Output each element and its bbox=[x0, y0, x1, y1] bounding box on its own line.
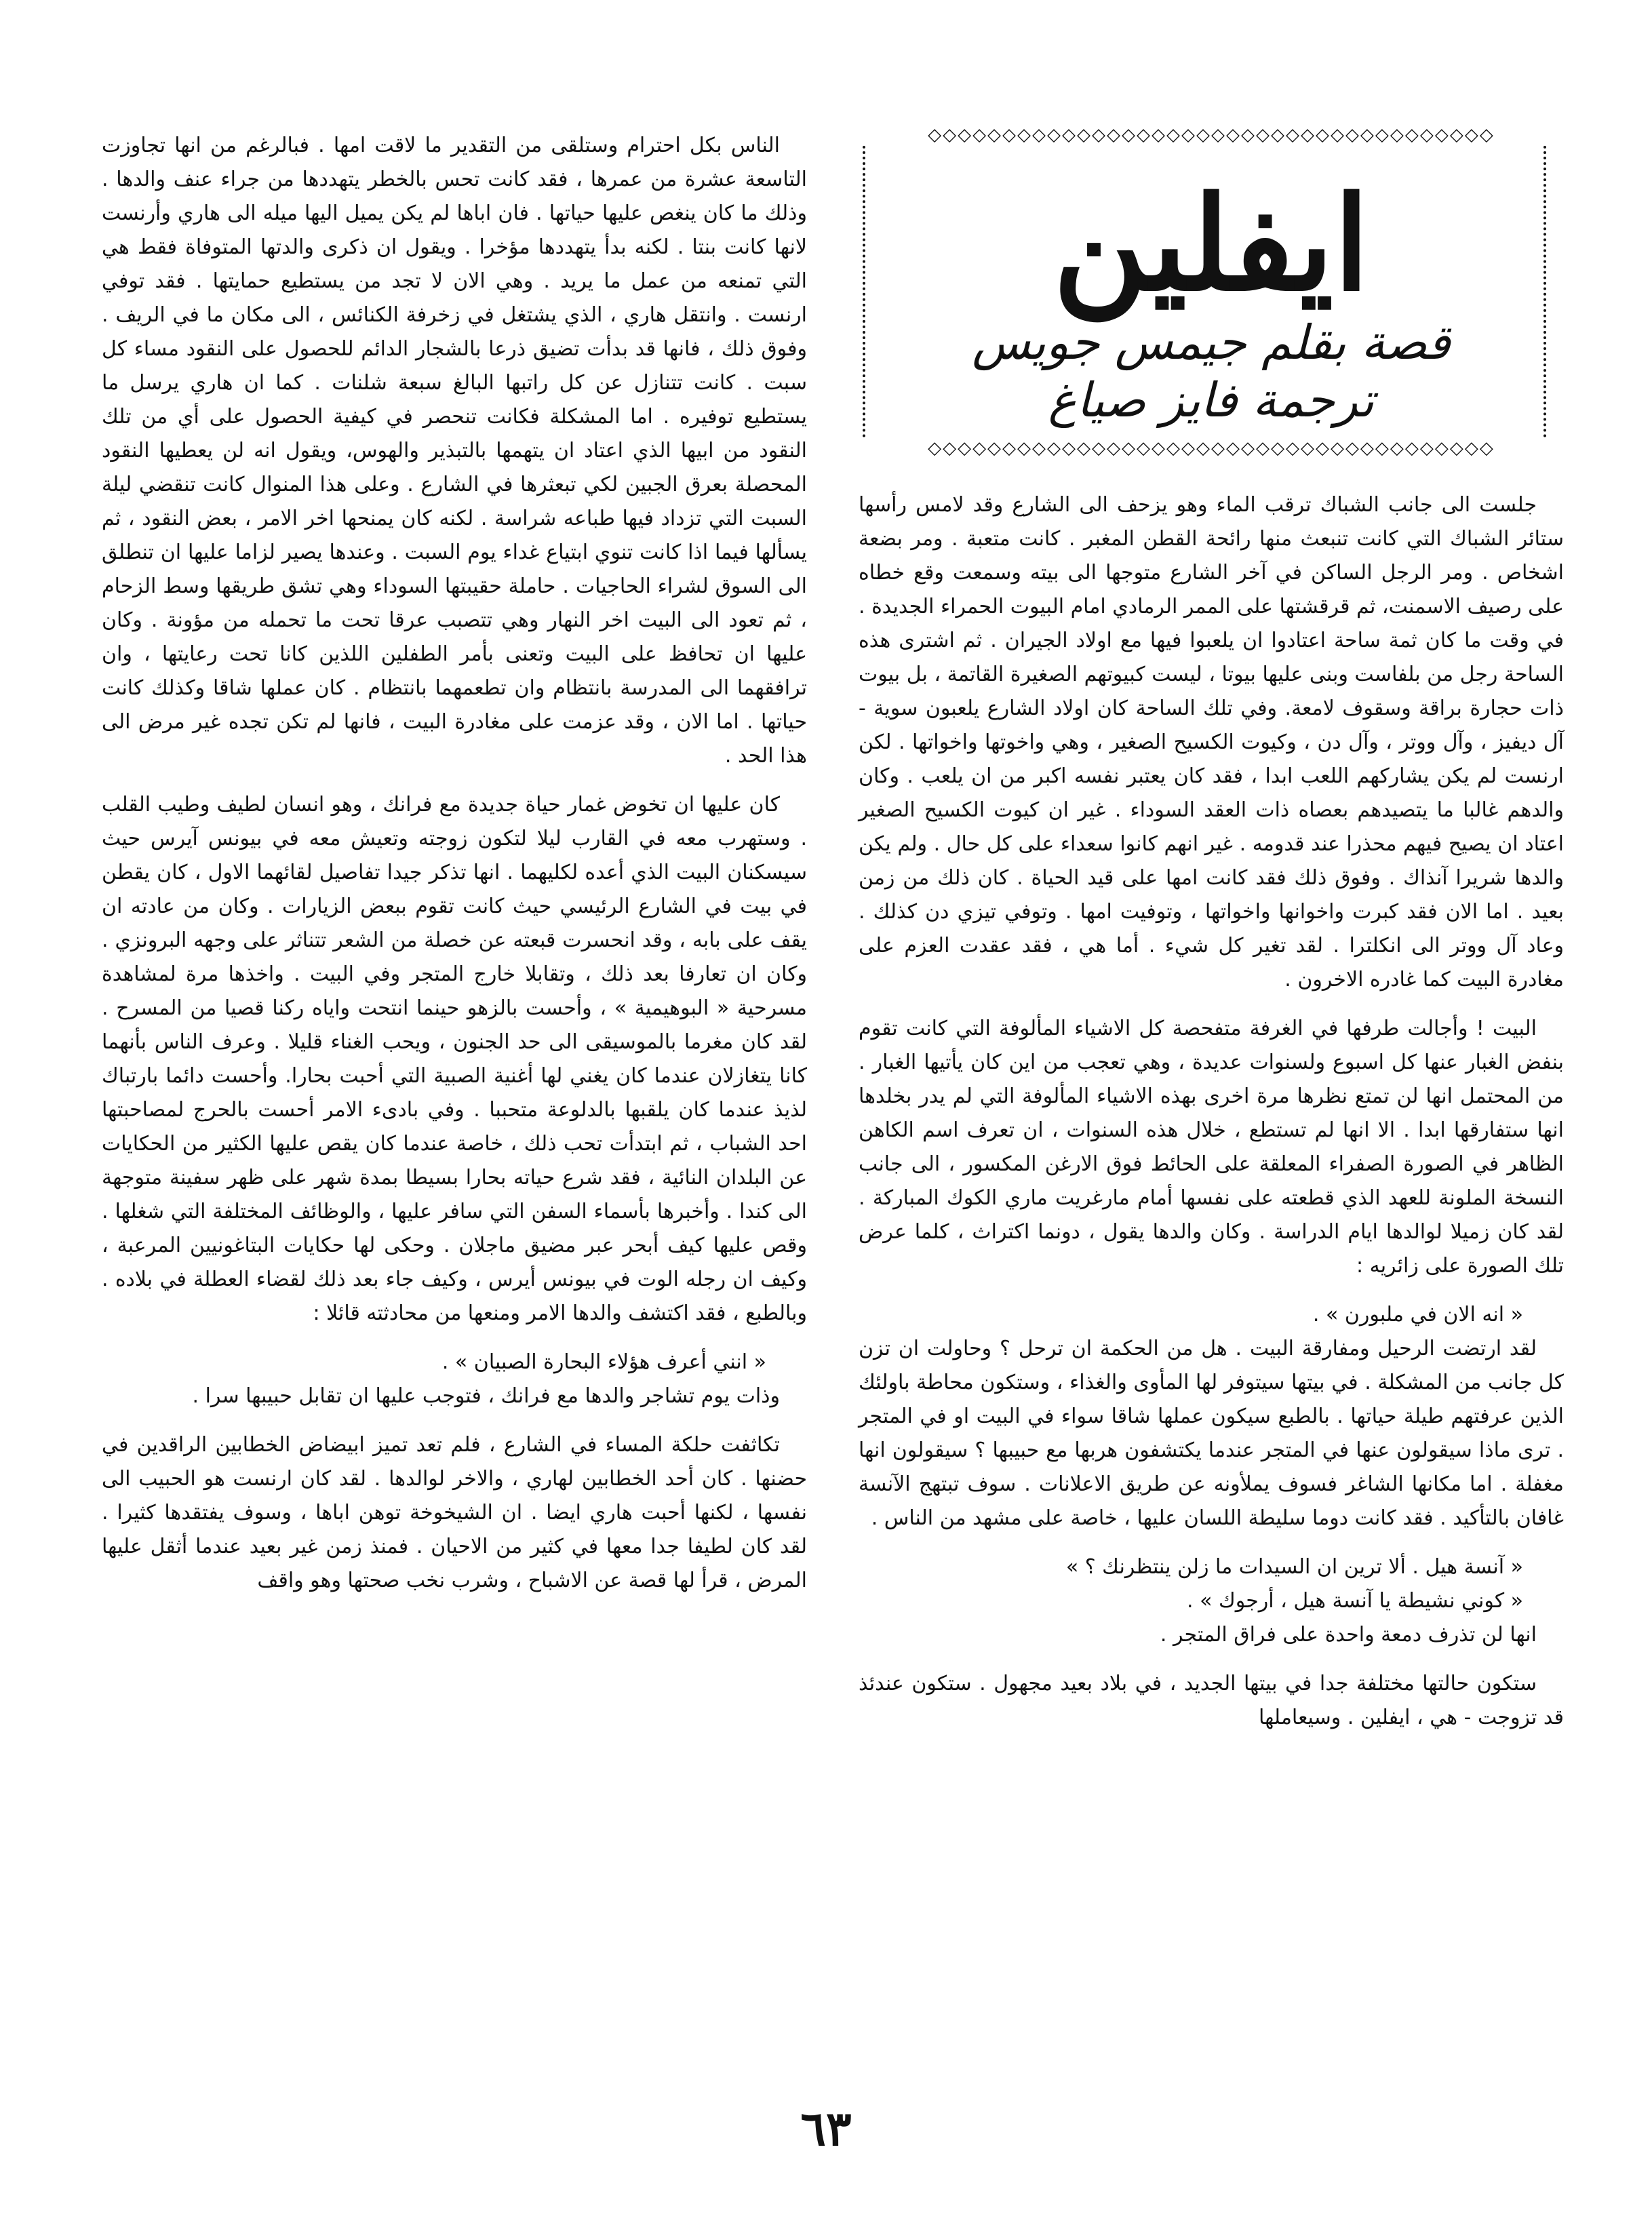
quote-line: « انه الان في ملبورن » . bbox=[1312, 1303, 1523, 1327]
decorative-border-bottom: ◇◇◇◇◇◇◇◇◇◇◇◇◇◇◇◇◇◇◇◇◇◇◇◇◇◇◇◇◇◇◇◇◇◇◇◇◇◇ bbox=[928, 439, 1495, 458]
paragraph: الناس بكل احترام وستلقى من التقدير ما لاقت امها . فبالرغم من انها تجاوزت التاسعة عشرة من عمرها ، فقد كانت تحس بالخطر يتهددها من جراء عنف والدها . وذلك ما كان ينغص عليها حياتها . فان اباها لم يكن يميل اليها ميله الى هاري وأرنست لانها كانت بنتا . لكنه بدأ يتهددها مؤخرا . ويقول ان ذكرى والدتها المتوفاة فقط هي التي تمنعه من عمل ما يريد . وهي الان لا تجد من يستطيع حمايتها . فقد توفي ارنست . وانتقل هاري ، الذي يشتغل في زخرفة الكنائس ، الى مكان ما في الريف . وفوق ذلك ، فانها قد بدأت تضيق ذرعا بالشجار الدائم للحصول على النقود مساء كل سبت . كانت تتنازل عن كل راتبها البالغ سبعة شلنات . كما ان هاري يرسل ما يستطيع توفيره . اما المشكلة فكانت تنحصر في كيفية الحصول على أي من تلك النقود من ابيها الذي اعتاد ان يتهمها بالتبذير والهوس، ويقول انه لن يعطيها النقود المحصلة بعرق الجبين لكي تبعثرها في الشارع . وعلى هذا المنوال كانت تنقضي ليلة السبت التي تزداد فيها طباعه شراسة . لكنه كان يمنحها اخر الامر ، بعض النقود ، ثم يسألها فيما اذا كانت تنوي ابتياع غداء يوم السبت . وعندها يصير لزاما عليها ان تنطلق الى السوق لشراء الحاجيات . حاملة حقيبتها السوداء وهي تشق طريقها وسط الزحام ، ثم تعود الى البيت اخر النهار وهي تتصبب عرقا تحت ما تحمله من مؤونة . وكان عليها ان تحافظ على البيت وتعنى بأمر الطفلين اللذين كانا تحت رعايتها ، وان ترافقهما الى المدرسة بانتظام وان تطعمهما بانتظام . كان عملها شاقا وكذلك كانت حياتها . اما الان ، وقد عزمت على مغادرة البيت ، فانها لم تكن تجده غير مرض الى هذا الحد . bbox=[102, 134, 807, 768]
decorative-border-top: ◇◇◇◇◇◇◇◇◇◇◇◇◇◇◇◇◇◇◇◇◇◇◇◇◇◇◇◇◇◇◇◇◇◇◇◇◇◇ bbox=[928, 125, 1495, 144]
quote-line: « انني أعرف هؤلاء البحارة الصبيان » . bbox=[441, 1350, 766, 1374]
quote-line: « آنسة هيل . ألا ترين ان السيدات ما زلن ينتظرنك ؟ » bbox=[1065, 1555, 1523, 1579]
paragraph: جلست الى جانب الشباك ترقب الماء وهو يزحف الى الشارع وقد لامس رأسها ستائر الشباك التي كانت تنبعث منها رائحة القطن المغبر . كانت متعبة . ومر بضعة اشخاص . ومر الرجل الساكن في آخر الشارع متوجها الى بيته وسمعت وقع خطاه على رصيف الاسمنت، ثم قرقشتها على الممر الرمادي امام البيوت الحمراء الجديدة . في وقت ما كان ثمة ساحة اعتادوا ان يلعبوا فيها مع اولاد الجيران . ثم اشترى هذه الساحة رجل من بلفاست وبنى عليها بيوتا ، ليست كبيوتهم الصغيرة القاتمة ، بل بيوت ذات حجارة براقة وسقوف لامعة. وفي تلك الساحة كان اولاد الشارع يلعبون سوية - آل ديفيز ، وآل ووتر ، وآل دن ، وكيوت الكسيح الصغير ، وهي واخوتها واخواتها . لكن ارنست لم يكن يشاركهم اللعب ابدا ، فقد كان يعتبر نفسه اكبر من ان يلعب . وكان والدهم غالبا ما يتصيدهم بعصاه ذات العقد السوداء . غير ان كيوت الكسيح الصغير اعتاد ان يصيح فيهم محذرا عند قدومه . غير انهم كانوا سعداء على كل حال . ولم يكن والدها شريرا آنذاك . وفوق ذلك فقد كانت امها على قيد الحياة . كان ذلك من زمن بعيد . اما الان فقد كبرت واخوانها واخواتها ، وتوفيت امها . وتوفي تيزي دن كذلك . وعاد آل ووتر الى انكلترا . لقد تغير كل شيء . أما هي ، فقد عقدت العزم على مغادرة البيت كما غادره الاخرون . bbox=[859, 493, 1564, 992]
left-column bbox=[102, 129, 807, 1613]
paragraph: البيت ! وأجالت طرفها في الغرفة متفحصة كل الاشياء المألوفة التي كانت تقوم بنفض الغبار عنها كل اسبوع ولسنوات عديدة ، وهي تعجب من اين كان يأتيها الغبار . من المحتمل انها لن تمتع نظرها مرة اخرى بهذه الاشياء المألوفة التي لم يدر بخلدها انها ستفارقها ابدا . الا انها لم تستطع ، خلال هذه السنوات ، ان تعرف اسم الكاهن الظاهر في الصورة الصفراء المعلقة على الحائط فوق الارغن المكسور ، الى جانب النسخة الملونة للعهد الذي قطعته على نفسها أمام مارغريت ماري الكوك المباركة . لقد كان زميلا لوالدها ايام الدراسة . وكان والدها يقول ، دونما اكتراث ، كلما عرض تلك الصورة على زائريه : bbox=[859, 1017, 1564, 1278]
paragraph: وذات يوم تشاجر والدها مع فرانك ، فتوجب عليها ان تقابل حبيبها سرا . bbox=[192, 1384, 780, 1408]
paragraph: ستكون حالتها مختلفة جدا في بيتها الجديد ، في بلاد بعيد مجهول . ستكون عندئذ قد تزوجت - هي ، ايفلين . وسيعاملها bbox=[859, 1672, 1564, 1729]
paragraph: كان عليها ان تخوض غمار حياة جديدة مع فرانك ، وهو انسان لطيف وطيب القلب . وستهرب معه في القارب ليلا لتكون زوجته وتعيش معه في بيونس آيرس حيث سيسكنان البيت الذي أعده لكليهما . انها تذكر جيدا تفاصيل لقائهما الاول ، كان يقطن في بيت في الشارع الرئيسي حيث كانت تقوم ببعض الزيارات . وكان من عادته ان يقف على بابه ، وقد انحسرت قبعته عن خصلة من الشعر تتناثر على وجهه البرونزي . وكان ان تعارفا بعد ذلك ، وتقابلا خارج المتجر وفي البيت . واخذها مرة لمشاهدة مسرحية « البوهيمية » ، وأحست بالزهو حينما انتحت واياه ركنا قصيا من المسرح . لقد كان مغرما بالموسيقى الى حد الجنون ، ويحب الغناء قليلا . وعرف الناس بأنهما كانا يتغازلان عندما كان يغني لها أغنية الصبية التي أحبت بحارا. وأحست دائما بارتباك لذيذ عندما كان يلقبها بالدلوعة متحببا . وفي بادىء الامر أحست بالحرج لمصاحبتها احد الشباب ، ثم ابتدأت تحب ذلك ، خاصة عندما كان يقص عليها الكثير من الحكايات عن البلدان النائية ، فقد شرع حياته بحارا بسيطا بمدة شهر على ظهر سفينة متوجهة الى كندا . وأخبرها بأسماء السفن التي سافر عليها ، والوظائف المختلفة التي شغلها . وقص عليها كيف أبحر عبر مضيق ماجلان . وحكى لها حكايات البتاغونيين المرعبة ، وكيف ان رجله الوت في بيونس أيرس ، وكيف جاء بعد ذلك لقضاء العطلة في بلاده . وبالطبع ، فقد اكتشف والدها الامر ومنعها من محادثته قائلا : bbox=[102, 793, 807, 1325]
story-byline: قصة بقلم جيمس جويس bbox=[972, 315, 1451, 370]
paragraph: انها لن تذرف دمعة واحدة على فراق المتجر . bbox=[1160, 1623, 1537, 1647]
story-title: ايفلين bbox=[1053, 168, 1370, 319]
story-translator: ترجمة فايز صياغ bbox=[1048, 372, 1375, 428]
title-frame bbox=[859, 125, 1564, 458]
page-number: ٦٣ bbox=[800, 2100, 852, 2157]
quote-line: « كوني نشيطة يا آنسة هيل ، أرجوك » . bbox=[1187, 1589, 1523, 1613]
paragraph: تكاثفت حلكة المساء في الشارع ، فلم تعد تميز ابيضاض الخطابين الراقدين في حضنها . كان أحد الخطابين لهاري ، والاخر لوالدها . لقد كان ارنست هو الحبيب الى نفسها ، لكنها أحبت هاري ايضا . ان الشيخوخة توهن اباها ، وسوف يفتقدها كثيرا . لقد كان لطيفا جدا معها في كثير من الاحيان . فمنذ زمن غير بعيد عندما أثقل عليها المرض ، قرأ لها قصة عن الاشباح ، وشرب نخب صحتها وهو واقف bbox=[102, 1433, 807, 1592]
paragraph: لقد ارتضت الرحيل ومفارقة البيت . هل من الحكمة ان ترحل ؟ وحاولت ان تزن كل جانب من المشكلة . في بيتها سيتوفر لها المأوى والغذاء ، وستكون محاطة باولئك الذين عرفتهم طيلة حياتها . بالطبع سيكون عملها شاقا سواء في البيت او في المتجر . ترى ماذا سيقولون عنها في المتجر عندما يكتشفون هربها مع حبيبها ؟ سيقولون انها مغفلة . اما مكانها الشاغر فسوف يملأونه عن طريق الاعلانات . سوف تبتهج الآنسة غافان بالتأكيد . فقد كانت دوما سليطة اللسان عليها ، خاصة على مشهد من الناس . bbox=[859, 1337, 1564, 1530]
right-column bbox=[859, 488, 1564, 1750]
